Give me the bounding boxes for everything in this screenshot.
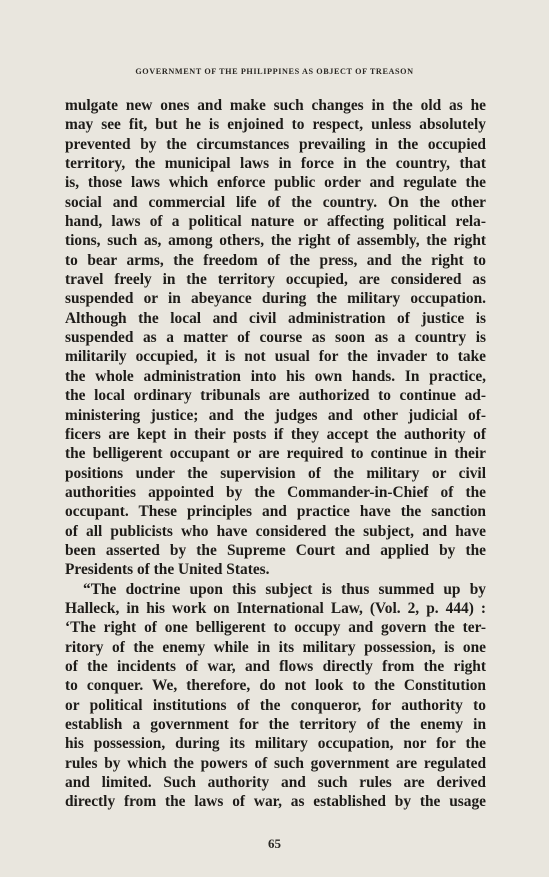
- text-line: travel freely in the territory occupied, are considered as: [65, 271, 486, 289]
- text-line: militarily occupied, it is not usual for the invader to take: [65, 348, 486, 366]
- text-line: territory, the municipal laws in force in the country, that: [65, 155, 486, 173]
- text-line: the whole administration into his own hands. In practice,: [65, 367, 486, 385]
- text-line: Halleck, in his work on International Law, (Vol. 2, p. 444) :: [65, 599, 486, 617]
- text-line: Although the local and civil administration of justice is: [65, 309, 486, 327]
- text-line: his possession, during its military occupation, nor for the: [65, 735, 486, 753]
- text-line: been asserted by the Supreme Court and applied by the: [65, 541, 486, 559]
- text-line: the belligerent occupant or are required to continue in their: [65, 445, 486, 463]
- text-line: “The doctrine upon this subject is thus summed up by: [83, 580, 486, 598]
- text-line: tions, such as, among others, the right of assembly, the right: [65, 232, 486, 250]
- text-line: hand, laws of a political nature or affecting political rela-: [65, 213, 486, 231]
- text-line: may see fit, but he is enjoined to respect, unless absolutely: [65, 116, 486, 134]
- text-line: positions under the supervision of the military or civil: [65, 464, 486, 482]
- text-line: ritory of the enemy while in its military possession, is one: [65, 638, 486, 656]
- text-line: and limited. Such authority and such rules are derived: [65, 774, 486, 792]
- body-text: [65, 96, 486, 812]
- text-line: or political institutions of the conqueror, for authority to: [65, 696, 486, 714]
- text-line: prevented by the circumstances prevailing in the occupied: [65, 135, 486, 153]
- text-line: ‘The right of one belligerent to occupy and govern the ter-: [65, 619, 486, 637]
- text-line: authorities appointed by the Commander-in-Chief of the: [65, 483, 486, 501]
- text-line: suspended or in abeyance during the military occupation.: [65, 290, 486, 308]
- text-line: ministering justice; and the judges and other judicial of-: [65, 406, 486, 424]
- text-line: to bear arms, the freedom of the press, and the right to: [65, 251, 486, 269]
- page-number: 65: [268, 836, 281, 851]
- text-line: suspended as a matter of course as soon as a country is: [65, 329, 486, 347]
- text-line: Presidents of the United States.: [65, 561, 270, 579]
- text-line: rules by which the powers of such government are regulated: [65, 754, 486, 772]
- text-line: is, those laws which enforce public order and regulate the: [65, 174, 486, 192]
- text-line: of all publicists who have considered the subject, and have: [65, 522, 486, 540]
- text-line: the local ordinary tribunals are authorized to continue ad-: [65, 387, 486, 405]
- text-line: of the incidents of war, and flows directly from the right: [65, 657, 486, 675]
- text-line: mulgate new ones and make such changes in the old as he: [65, 97, 486, 114]
- text-line: directly from the laws of war, as established by the usage: [65, 793, 486, 811]
- text-line: ficers are kept in their posts if they accept the authority of: [65, 425, 486, 443]
- text-line: occupant. These principles and practice have the sanction: [65, 503, 486, 521]
- paragraph-2: [65, 580, 486, 812]
- text-line: social and commercial life of the country. On the other: [65, 193, 486, 211]
- text-line: to conquer. We, therefore, do not look to the Constitution: [65, 677, 486, 695]
- text-line: establish a government for the territory of the enemy in: [65, 716, 486, 733]
- paragraph-1: [65, 96, 486, 580]
- running-header: GOVERNMENT OF THE PHILIPPINES AS OBJECT OF TREASON: [135, 67, 414, 76]
